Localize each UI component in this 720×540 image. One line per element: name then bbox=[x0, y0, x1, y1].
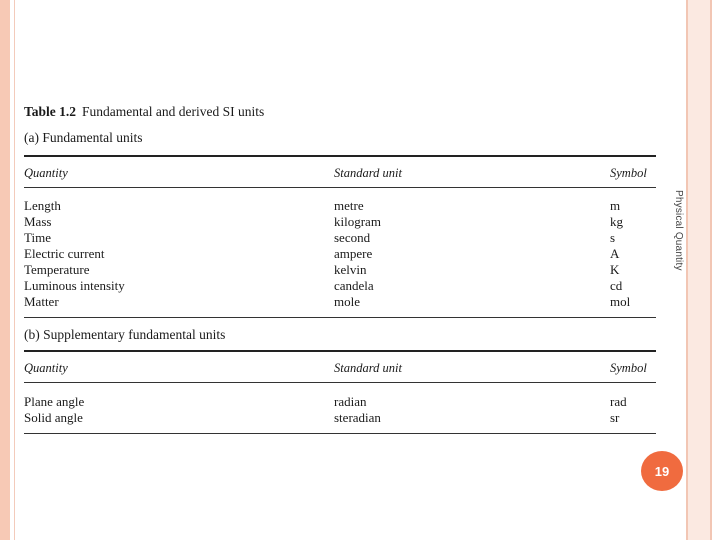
table-row-unit: candela bbox=[334, 278, 374, 293]
page-number-badge: 19 bbox=[641, 451, 683, 491]
section-b-top-rule bbox=[24, 350, 656, 352]
section-a-bottom-rule bbox=[24, 317, 656, 318]
table-row-symbol: A bbox=[610, 246, 620, 261]
section-b-header-rule bbox=[24, 382, 656, 383]
table-row-unit: metre bbox=[334, 198, 364, 213]
table-row-unit: kelvin bbox=[334, 262, 367, 277]
table-row-unit: second bbox=[334, 230, 371, 245]
table-row-symbol: rad bbox=[610, 394, 627, 409]
table-row-unit: radian bbox=[334, 394, 367, 409]
section-b-header-symbol: Symbol bbox=[610, 361, 647, 375]
table-row-unit: kilogram bbox=[334, 214, 381, 229]
table-row-quantity: Mass bbox=[24, 214, 52, 229]
section-a-header-rule bbox=[24, 187, 656, 188]
table-row-symbol: mol bbox=[610, 294, 631, 309]
table-row-symbol: cd bbox=[610, 278, 623, 293]
left-border-bar bbox=[0, 0, 10, 540]
section-b-header-quantity: Quantity bbox=[24, 361, 68, 375]
table-row-unit: steradian bbox=[334, 410, 381, 425]
table-row-symbol: m bbox=[610, 198, 621, 213]
table-row-quantity: Plane angle bbox=[24, 394, 85, 409]
section-a-top-rule bbox=[24, 155, 656, 157]
table-row-quantity: Time bbox=[24, 230, 51, 245]
table-row-quantity: Luminous intensity bbox=[24, 278, 125, 293]
section-a-header-unit: Standard unit bbox=[334, 166, 402, 180]
table-label: Table 1.2 bbox=[24, 104, 77, 119]
section-b-title: (b) Supplementary fundamental units bbox=[24, 327, 226, 342]
table-row-unit: ampere bbox=[334, 246, 373, 261]
table-row-symbol: sr bbox=[610, 410, 620, 425]
table-row-quantity: Electric current bbox=[24, 246, 105, 261]
right-border-line bbox=[710, 0, 712, 540]
table-row-quantity: Length bbox=[24, 198, 61, 213]
section-b-header-unit: Standard unit bbox=[334, 361, 402, 375]
table-row-quantity: Matter bbox=[24, 294, 59, 309]
table-row-quantity: Solid angle bbox=[24, 410, 83, 425]
table-caption: Fundamental and derived SI units bbox=[82, 104, 265, 119]
table-row-symbol: s bbox=[610, 230, 616, 245]
right-border-line bbox=[686, 0, 688, 540]
table-row-symbol: kg bbox=[610, 214, 623, 229]
section-a-header-quantity: Quantity bbox=[24, 166, 68, 180]
table-title bbox=[24, 104, 264, 120]
slide-side-title: Physical Quantity bbox=[673, 190, 684, 271]
section-a-title: (a) Fundamental units bbox=[24, 130, 143, 145]
section-b-bottom-rule bbox=[24, 433, 656, 434]
left-border-line bbox=[14, 0, 15, 540]
section-a-header-symbol: Symbol bbox=[610, 166, 647, 180]
right-border-band bbox=[688, 0, 710, 540]
table-row-unit: mole bbox=[334, 294, 360, 309]
table-row-quantity: Temperature bbox=[24, 262, 90, 277]
table-row-symbol: K bbox=[610, 262, 620, 277]
